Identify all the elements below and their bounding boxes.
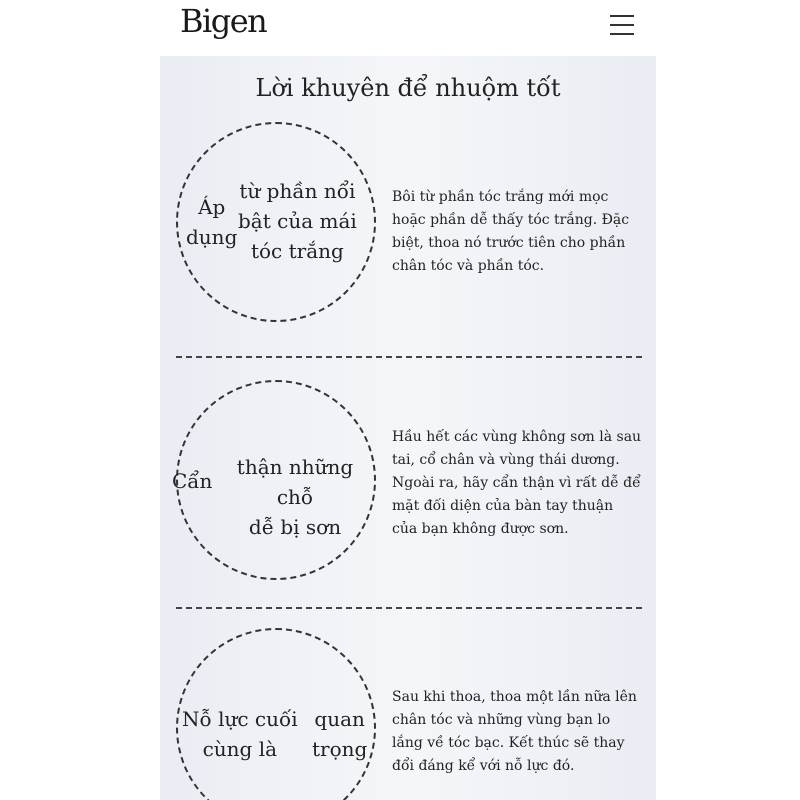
tip-description: Bôi từ phần tóc trắng mới mọc hoặc phần dễ thấy tóc trắng. Đặc biệt, thoa nó trước tiên cho phần chân tóc và phần tóc. — [392, 189, 630, 274]
bigen-logo[interactable]: Bigen — [180, 2, 267, 40]
tip-circle-left-text: Cẩn — [172, 469, 213, 493]
tip-item-careful-spots — [160, 380, 656, 610]
main-content — [160, 56, 656, 800]
tip-description: Hầu hết các vùng không sơn là sau tai, cổ chân và vùng thái dương. Ngoài ra, hãy cẩn thận vì rất dễ để mặt đối diện của bàn tay thuận của bạn không được sơn. — [392, 429, 642, 537]
tip-circle — [176, 122, 376, 322]
dashed-divider — [176, 607, 642, 609]
hamburger-menu-icon[interactable] — [608, 12, 636, 38]
tip-circle-right-text: thận những chỗ dễ bị sơn — [236, 455, 354, 539]
tip-description: Sau khi thoa, thoa một lần nữa lên chân tóc và những vùng bạn lo lắng về tóc bạc. Kết thúc sẽ thay đổi đáng kể với nỗ lực đó. — [392, 689, 637, 774]
tip-circle-right-text: từ phần nổi bật của mái tóc trắng — [238, 179, 357, 263]
dashed-divider — [176, 356, 642, 358]
tip-circle-left-text: Nỗ lực cuối cùng là — [182, 707, 298, 761]
tip-item-final-effort — [160, 628, 656, 800]
tip-item-apply-from-white-hair — [160, 122, 656, 360]
site-header — [160, 0, 656, 56]
tip-circle — [172, 380, 376, 580]
tip-circle-left-text: Áp dụng — [186, 195, 238, 249]
page-title: Lời khuyên để nhuộm tốt — [255, 74, 561, 102]
tip-circle — [176, 628, 376, 800]
tip-circle-right-text: quan trọng — [312, 707, 368, 761]
